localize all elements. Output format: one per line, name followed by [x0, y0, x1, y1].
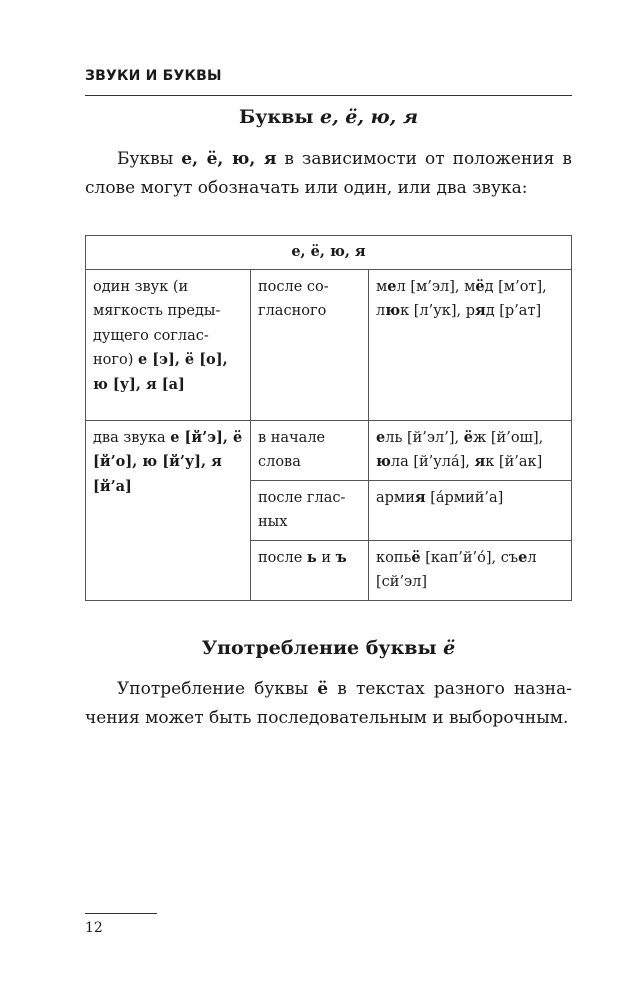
text: д [м’от], л [376, 278, 547, 319]
intro-paragraph [85, 145, 572, 203]
table-cell [369, 420, 572, 480]
bold-text: ю [376, 453, 391, 470]
running-head: ЗВУКИ И БУКВЫ [85, 68, 222, 84]
bold-text: ё [317, 679, 329, 699]
section-heading-letters [85, 106, 572, 128]
heading-plain: Буквы [239, 106, 320, 128]
text: и [316, 549, 336, 566]
text: к [й’ак] [485, 454, 543, 470]
bold-text: я [474, 453, 486, 470]
text: м [376, 278, 388, 295]
text: в начале слова [258, 429, 326, 470]
bold-text: ю [385, 302, 401, 319]
heading-plain: Употребление буквы [201, 637, 444, 659]
text: [кап’й’о́], съ [420, 549, 519, 566]
text: Употребление буквы [117, 679, 318, 699]
table-row [86, 269, 572, 420]
bold-text: ё [463, 428, 473, 446]
bold-text: е [518, 548, 528, 566]
table-cell [369, 540, 572, 600]
table-header: е, ё, ю, я [86, 236, 572, 270]
bold-text: е [376, 428, 386, 446]
text: л [сй’эл] [376, 549, 537, 590]
table-header-row [86, 236, 572, 270]
table-row [86, 420, 572, 480]
text: в зависимости от положения в слове могут обозначать или один, или два звука: [85, 149, 572, 198]
bold-text: я [475, 302, 486, 319]
table-cell [369, 480, 572, 540]
table-cell [251, 480, 369, 540]
page-number: 12 [85, 920, 103, 936]
text: ла [й’ула́], [390, 454, 475, 470]
bold-text: е [387, 277, 397, 295]
usage-paragraph [85, 675, 572, 733]
bold-text: ь [306, 548, 317, 566]
text: копь [376, 549, 412, 566]
text: ль [й’эл’], [385, 429, 464, 446]
text: ж [й’ош], [472, 429, 544, 446]
bold-text: я [414, 488, 426, 506]
table-cell [251, 540, 369, 600]
text: один звук (и мягкость предыдущего согласного) [93, 278, 221, 368]
text: после [258, 549, 307, 566]
text: после согласного [258, 278, 329, 319]
text: к [л’ук], р [400, 303, 475, 319]
text: в текстах разного назначения может быть последовательным и выборочным. [85, 679, 572, 728]
heading-italic: ё [443, 637, 456, 659]
text: два звука [93, 429, 171, 446]
footnote-rule [85, 913, 157, 914]
letters-table [85, 235, 572, 601]
table-cell [86, 269, 251, 420]
text: арми [376, 489, 415, 506]
text: л [м’эл], м [396, 278, 476, 295]
table-cell [369, 269, 572, 420]
bold-text: е [й’э], ё [й’о], ю [й’у], я [й’а] [93, 428, 243, 495]
table-cell [251, 269, 369, 420]
bold-text: е [э], ё [о], ю [у], я [а] [93, 351, 228, 393]
table-cell [251, 420, 369, 480]
section-heading-yo-usage [85, 637, 572, 659]
text: после гласных [258, 489, 346, 530]
header-rule [85, 95, 572, 96]
bold-text: ё [411, 548, 421, 566]
bold-text: ё [475, 277, 485, 295]
text: д [р’ат] [485, 303, 542, 319]
text: Буквы [117, 149, 182, 169]
bold-text: ъ [335, 548, 347, 566]
text: [а́рмий’а] [425, 489, 504, 506]
heading-italic: е, ё, ю, я [319, 106, 418, 128]
table-cell [86, 420, 251, 600]
bold-text: е, ё, ю, я [181, 149, 277, 169]
